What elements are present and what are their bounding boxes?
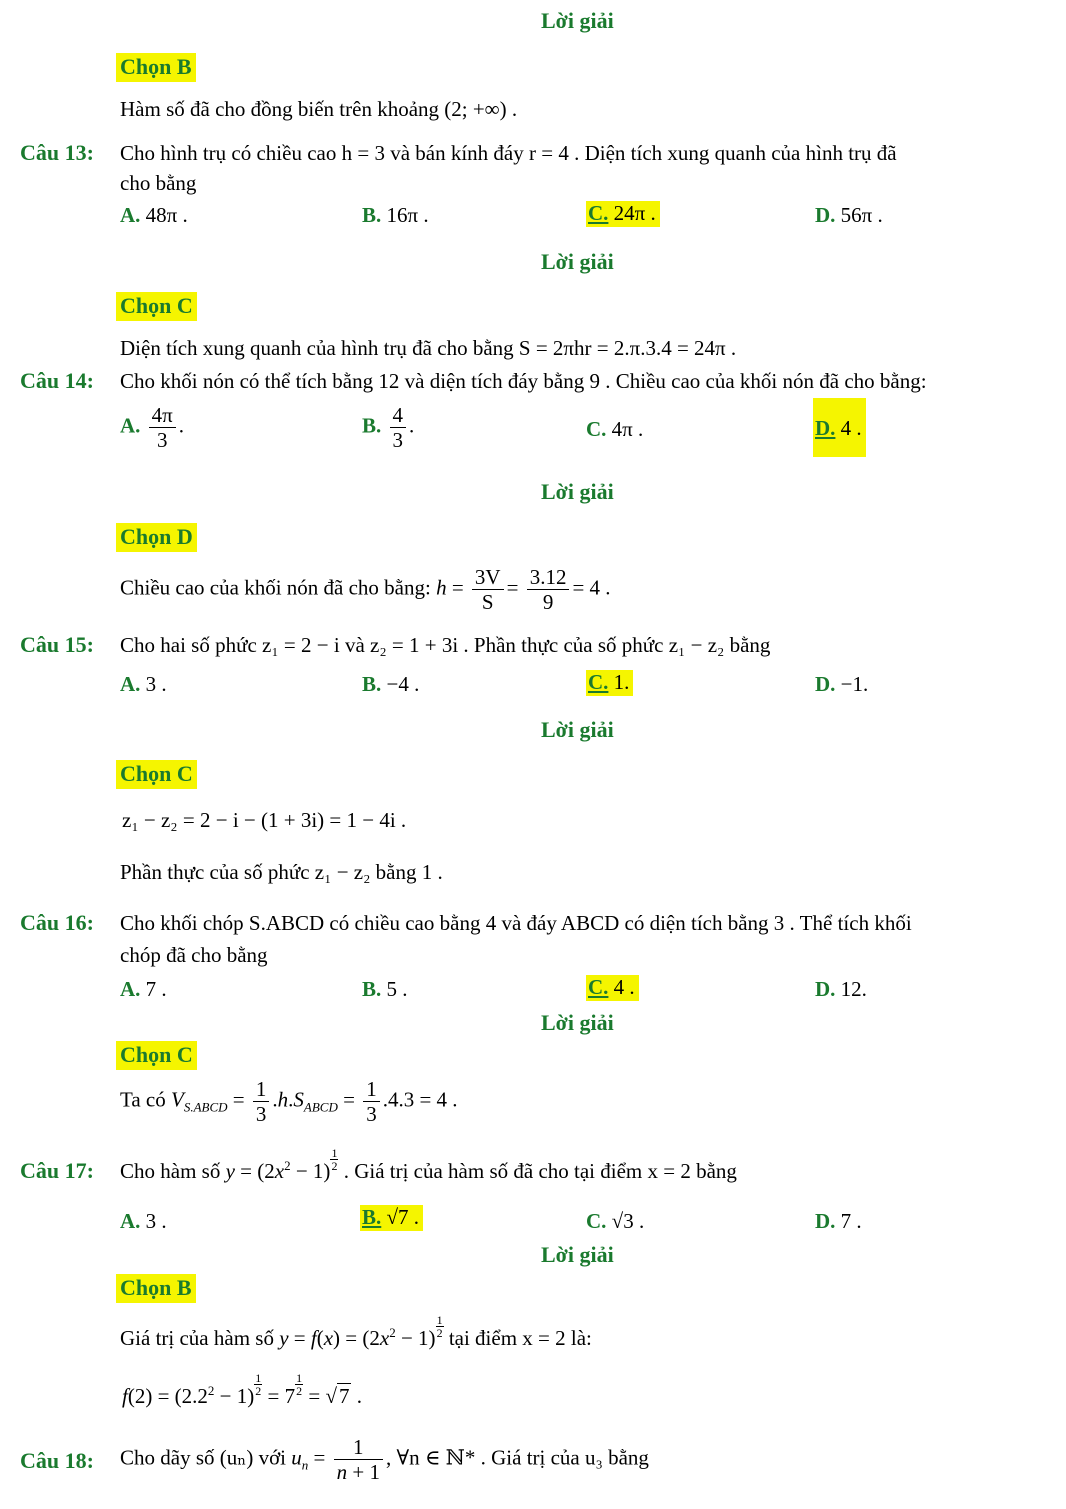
numerator: 3.12 — [527, 566, 570, 590]
question-text-part: Cho dãy số (uₙ) với — [120, 1445, 287, 1470]
solution-formula: Giá trị của hàm số $y = f(x) = (2x^2 - 1)$ $\frac{1}{2}$ tại điểm x = 2 là: — [120, 1313, 592, 1350]
option-b: B. $\frac{4}{3}$ . — [362, 403, 415, 453]
option-letter: B. — [362, 203, 382, 227]
option-letter: D. — [815, 203, 836, 227]
option-d-correct — [813, 398, 866, 457]
option-letter: C. — [586, 417, 607, 441]
option-value: 1. — [613, 670, 630, 694]
fraction: $\frac{1}{3}$ — [253, 1078, 270, 1125]
solution-heading: Lời giải — [541, 1242, 614, 1267]
option-letter: B. — [362, 413, 382, 438]
fraction — [472, 566, 504, 613]
option-c-correct — [586, 670, 633, 696]
exponent-fraction: $\frac{1}{2}$ — [436, 1313, 443, 1340]
question-text: Cho hình trụ có chiều cao h = 3 và bán kính đáy r = 4 . Diện tích xung quanh của hình trụ đã — [120, 141, 897, 165]
question-label: Câu 17: — [20, 1158, 94, 1183]
solution-text: Giá trị của hàm số — [120, 1326, 274, 1350]
answer-choice-badge: Chọn B — [116, 1274, 196, 1303]
solution-heading: Lời giải — [541, 249, 614, 274]
option-letter: C. — [588, 201, 609, 225]
denominator: 9 — [542, 590, 554, 615]
option-value: √3 . — [611, 1209, 645, 1233]
option-letter: A. — [120, 203, 141, 227]
option-d — [815, 205, 883, 226]
question-text: chóp đã cho bằng — [120, 943, 268, 967]
solution-text: Hàm số đã cho đồng biến trên khoảng (2; +∞) . — [120, 97, 518, 121]
fraction: $\frac{1}{3}$ — [363, 1078, 380, 1125]
question-text: Cho dãy số (uₙ) với $u_n$ = $\frac{1}{n + 1}$ , ∀n ∈ ℕ* . Giá trị của u₃ bằng — [120, 1435, 649, 1485]
option-letter: D. — [815, 416, 836, 440]
option-value: 4 . — [840, 416, 862, 440]
solution-result: .4.3 = 4 . — [382, 1087, 458, 1112]
solution-heading: Lời giải — [541, 1010, 614, 1035]
answer-choice-badge: Chọn B — [116, 53, 196, 82]
option-c — [586, 419, 643, 440]
option-value: 7 . — [145, 977, 167, 1001]
option-b-correct — [360, 1205, 423, 1231]
option-letter: D. — [815, 672, 836, 696]
answer-choice-badge: Chọn C — [116, 292, 197, 321]
denominator: 3 — [156, 428, 168, 453]
solution-text: Chiều cao của khối nón đã cho bằng: — [120, 575, 431, 600]
numerator: 4π — [149, 404, 176, 428]
option-letter: D. — [815, 977, 836, 1001]
exponent-fraction: $\frac{1}{2}$ — [296, 1371, 303, 1398]
question-label: Câu 18: — [20, 1448, 94, 1473]
solution-text: Diện tích xung quanh của hình trụ đã cho bằng S = 2πhr = 2.π.3.4 = 24π . — [120, 336, 737, 360]
solution-text: Ta có — [120, 1087, 166, 1112]
solution-formula: Chiều cao của khối nón đã cho bằng: h = $\frac{3V}{S}$ = $\frac{3.12}{9}$ = 4 . — [120, 565, 611, 615]
solution-formula: Ta có $V_{S.ABCD}$ = $\frac{1}{3}$ $.h.S_{ABCD}$ = $\frac{1}{3}$ .4.3 = 4 . — [120, 1077, 458, 1127]
question-text-part: , ∀n ∈ ℕ* . Giá trị của u₃ bằng — [385, 1445, 649, 1470]
fraction — [149, 404, 176, 451]
answer-choice-badge: Chọn C — [116, 1041, 197, 1070]
option-value: 5 . — [386, 977, 408, 1001]
question-label: Câu 14: — [20, 368, 94, 393]
denominator: S — [481, 590, 494, 615]
option-value: 16π . — [386, 203, 429, 227]
fraction — [527, 566, 570, 613]
option-value: √7 . — [386, 1205, 420, 1229]
question-label: Câu 13: — [20, 140, 94, 165]
question-label: Câu 16: — [20, 910, 94, 935]
question-text-part: Cho hàm số — [120, 1159, 221, 1183]
option-d — [815, 979, 867, 1000]
option-value: 56π . — [840, 203, 883, 227]
option-letter: B. — [362, 672, 382, 696]
option-value: 3 . — [145, 1209, 167, 1233]
answer-choice-badge: Chọn D — [116, 523, 197, 552]
solution-text: tại điểm x = 2 là: — [448, 1326, 592, 1350]
option-a — [120, 674, 167, 695]
numerator: 3V — [472, 566, 504, 590]
option-b — [362, 979, 408, 1000]
question-text: cho bằng — [120, 171, 197, 195]
exponent-fraction: $\frac{1}{2}$ — [331, 1146, 338, 1173]
option-a — [120, 979, 167, 1000]
denominator: 3 — [392, 428, 404, 453]
option-a — [120, 1211, 167, 1232]
option-value: −1. — [840, 672, 869, 696]
solution-text: Phần thực của số phức z₁ − z₂ bằng 1 . — [120, 860, 443, 884]
option-letter: A. — [120, 672, 141, 696]
fraction: $\frac{1}{n + 1}$ — [334, 1436, 383, 1483]
option-letter: D. — [815, 1209, 836, 1233]
answer-choice-badge: Chọn C — [116, 760, 197, 789]
solution-heading: Lời giải — [541, 717, 614, 742]
option-letter: A. — [120, 413, 141, 438]
option-value: −4 . — [386, 672, 420, 696]
question-label: Câu 15: — [20, 632, 94, 657]
question-text: Cho hai số phức z₁ = 2 − i và z₂ = 1 + 3i . Phần thực của số phức z₁ − z₂ bằng — [120, 633, 771, 657]
option-letter: C. — [588, 670, 609, 694]
option-b — [362, 205, 429, 226]
option-a — [120, 205, 188, 226]
question-text: Cho hàm số $y = (2x^2 - 1)$ $\frac{1}{2}$ . Giá trị của hàm số đã cho tại điểm x = 2 bằng — [120, 1146, 737, 1183]
sqrt-expression: √7 — [325, 1384, 350, 1408]
option-c — [586, 1211, 644, 1232]
option-d — [815, 674, 868, 695]
option-value: 12. — [840, 977, 867, 1001]
option-letter: B. — [362, 977, 382, 1001]
option-letter: B. — [362, 1205, 382, 1229]
option-value: 4 . — [613, 975, 635, 999]
option-b — [362, 674, 419, 695]
option-letter: C. — [588, 975, 609, 999]
option-letter: A. — [120, 977, 141, 1001]
fraction — [390, 404, 407, 451]
solution-heading: Lời giải — [541, 479, 614, 504]
question-text: Cho khối nón có thể tích bằng 12 và diện tích đáy bằng 9 . Chiều cao của khối nón đã cho bằng: — [120, 369, 927, 393]
question-text-part: . Giá trị của hàm số đã cho tại điểm x = 2 bằng — [343, 1159, 737, 1183]
numerator: 4 — [390, 404, 407, 428]
option-value: 24π . — [613, 201, 656, 225]
option-letter: C. — [586, 1209, 607, 1233]
question-text: Cho khối chóp S.ABCD có chiều cao bằng 4 và đáy ABCD có diện tích bằng 3 . Thể tích khối — [120, 911, 912, 935]
option-letter: A. — [120, 1209, 141, 1233]
option-value: 48π . — [145, 203, 188, 227]
option-c-correct — [586, 975, 639, 1001]
solution-result: = 4 . — [572, 575, 611, 600]
option-value: 4π . — [611, 417, 644, 441]
option-d — [815, 1211, 862, 1232]
option-a: A. $\frac{4\pi}{3}$ . — [120, 403, 185, 453]
solution-heading: Lời giải — [541, 8, 614, 33]
option-value: 7 . — [840, 1209, 862, 1233]
solution-formula: z₁ − z₂ = 2 − i − (1 + 3i) = 1 − 4i . — [122, 808, 407, 832]
option-value: 3 . — [145, 672, 167, 696]
exponent-fraction: $\frac{1}{2}$ — [255, 1371, 262, 1398]
solution-formula: $f(2) = (2.2^2 - 1)$ $\frac{1}{2}$ = 7 $\frac{1}{2}$ = √7 . — [122, 1371, 362, 1408]
option-c-correct — [586, 201, 660, 227]
